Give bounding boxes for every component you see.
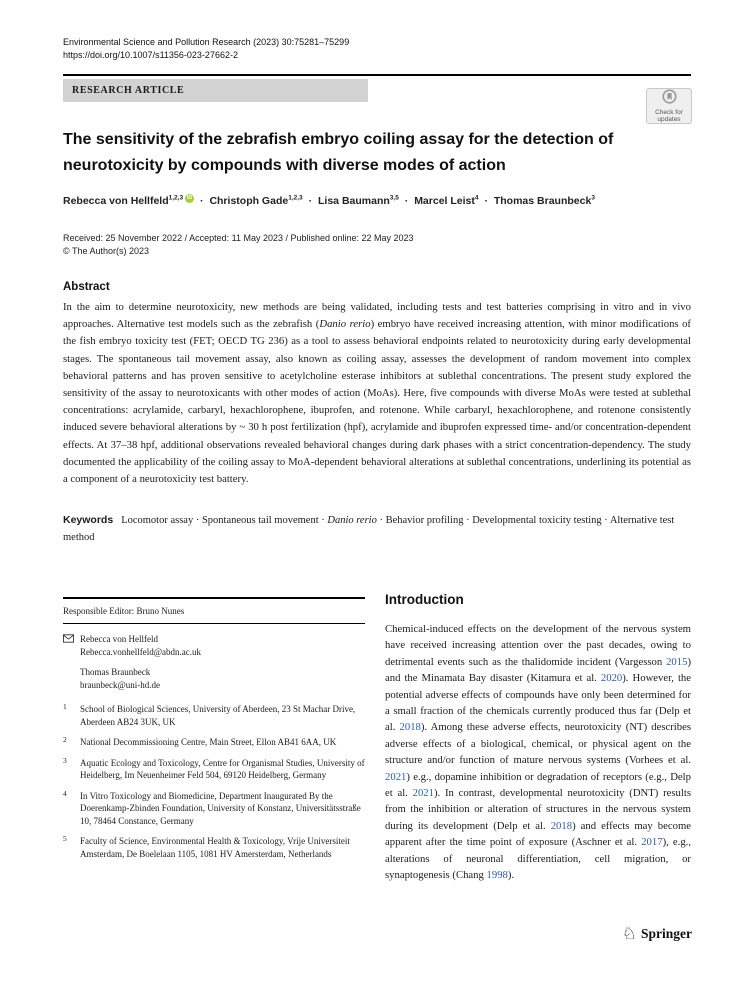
author-separator: · <box>308 194 313 207</box>
author-affil-sup: 1,2,3 <box>288 194 303 201</box>
affiliation-number: 4 <box>63 788 67 798</box>
article-type-label: RESEARCH ARTICLE <box>72 85 185 96</box>
author-line <box>63 194 691 207</box>
check-updates-line2: updates <box>657 116 681 123</box>
affiliation-text: Aquatic Ecology and Toxicology, Centre for Organismal Studies, University of Heidelberg, Im Neuenheimer Feld 504, 69120 Heidelberg, Germany <box>80 757 365 780</box>
author <box>494 195 595 207</box>
author <box>414 195 478 207</box>
citation-link[interactable]: 1998 <box>486 869 508 882</box>
affiliation <box>63 835 365 860</box>
affiliation-text: School of Biological Sciences, University of Aberdeen, 23 St Machar Drive, Aberdeen AB24 3UK, UK <box>80 704 356 727</box>
received-accepted-line: Received: 25 November 2022 / Accepted: 11 May 2023 / Published online: 22 May 2023 <box>63 233 414 243</box>
footnote-divider-bottom <box>63 623 365 624</box>
text-run: ) and the Minamata Bay disaster (Kitamura et al. <box>385 655 691 685</box>
abstract-heading: Abstract <box>63 281 110 293</box>
correspondence-block <box>63 633 365 691</box>
check-for-updates-badge[interactable] <box>646 88 692 124</box>
author-name: Rebecca von Hellfeld <box>63 194 169 207</box>
copyright-line: © The Author(s) 2023 <box>63 246 150 256</box>
envelope-icon <box>63 633 80 658</box>
author-affil-sup: 1,2,3 <box>168 194 184 201</box>
check-updates-text <box>655 109 683 123</box>
affiliations-list <box>63 703 365 860</box>
affiliation-text: National Decommissioning Centre, Main Street, Ellon AB41 6AA, UK <box>80 737 337 747</box>
text-run: · Behavior profiling · Developmental toxicity testing · Alternative test method <box>63 515 675 543</box>
correspondence-details <box>80 666 160 691</box>
author-name: Lisa Baumann <box>318 194 390 207</box>
text-run: In the aim to determine neurotoxicity, new methods are being validated, including tests and test batteries comprising in vitro and in vivo approaches. Alternative test models such as the zebrafish ( <box>63 301 691 331</box>
affiliation-text: In Vitro Toxicology and Biomedicine, Department Inaugurated By the Doerenkamp-Zbinden Foundation, University of Konstanz, Universitätsstraße 10, 78464 Constance, Germany <box>80 790 361 826</box>
italic-text: Danio rerio <box>319 318 371 331</box>
text-run: ) and effects may become apparent after the time point of exposure (Aschner et al. <box>385 819 691 849</box>
author-affil-sup: 4 <box>474 194 479 201</box>
text-run: ). In contrast, developmental neurotoxicity (DNT) results from the inhibition or alteration of structures in the nervous system during its development (Delp et al. <box>385 787 691 832</box>
correspondence-entry <box>63 633 365 658</box>
author <box>318 195 399 207</box>
author-separator: · <box>200 194 204 207</box>
correspondence-name: Rebecca von Hellfeld <box>80 634 158 644</box>
citation-link[interactable]: 2018 <box>550 819 573 832</box>
text-run: ). However, the potential adverse effects of compounds have only been determined for a small fraction of the chemicals currently produced thus far (Delp et al. <box>385 672 691 734</box>
author-affil-sup: 3,5 <box>389 194 399 201</box>
affiliation-number: 5 <box>63 834 67 843</box>
author-name: Christoph Gade <box>209 194 289 207</box>
citation-link[interactable]: 2020 <box>600 672 623 685</box>
header-divider <box>63 74 691 76</box>
two-column-area <box>63 592 691 884</box>
text-run: Locomotor assay · Spontaneous tail movement · <box>121 515 328 526</box>
doi-link[interactable]: https://doi.org/10.1007/s11356-023-27662-2 <box>63 50 238 60</box>
check-updates-line1: Check for <box>655 109 683 116</box>
text-run: ). <box>507 869 515 882</box>
text-run: ). Among these adverse effects, neurotoxicity (NT) describes adverse effects of a biological, chemical, or physical agent on the structure and/or function of mature nervous systems (Vorhees et al. <box>385 721 691 767</box>
springer-horse-icon: ♘ <box>621 924 637 943</box>
affiliation-number: 3 <box>63 755 67 765</box>
footnote-column <box>63 592 365 884</box>
italic-text: Danio rerio <box>327 515 377 526</box>
introduction-column <box>385 592 691 884</box>
envelope-icon-spacer <box>63 666 80 691</box>
citation-link[interactable]: 2015 <box>666 655 688 668</box>
author-affil-sup: 3 <box>591 194 595 201</box>
affiliation <box>63 757 365 782</box>
keywords-label: Keywords <box>63 514 114 526</box>
author <box>209 195 302 207</box>
author-name: Thomas Braunbeck <box>493 194 592 207</box>
author-separator: · <box>484 194 488 207</box>
journal-title-line: Environmental Science and Pollution Research (2023) 30:75281–75299 <box>63 37 350 47</box>
article-type-banner <box>63 79 368 102</box>
keywords-line <box>63 512 691 546</box>
citation-link[interactable]: 2018 <box>399 721 421 734</box>
abstract-text <box>63 299 691 488</box>
keywords-text <box>63 515 674 543</box>
affiliation <box>63 790 365 828</box>
introduction-paragraph <box>385 621 691 884</box>
responsible-editor-line: Responsible Editor: Bruno Nunes <box>63 606 185 616</box>
text-run: ) embryo have received increasing attention, with minor modifications of the fish embryo toxicity test (FET; OECD TG 236) as a tool to assess behavioral endpoints related to neurotoxicity during early developmental stages. The spontaneous tail movement assay, also known as coiling assay, assesses the development of random movement into complex behavioral patterns and has proven sensitive to acetylcholine esterase inhibitors at sublethal concentrations. The present study explored the sensitivity of the assay to neurotoxicants with other modes of action (MoAs). Here, five compounds with diverse MoAs were tested at sublethal concentrations: acrylamide, carbaryl, hexachlorophene, ibuprofen, and rotenone. While carbaryl, hexachlorophene, and rotenone consistently induced severe behavioral alterations by ~ 30 h post fertilization (hpf), acrylamide and ibuprofen expressed time- and/or concentration-dependent effects. At 37–38 hpf, additional observations revealed behavioral changes during dark phases with a strict concentration-dependency. The study documented the applicability of the coiling assay to MoA-dependent behavioral alterations at sublethal concentrations, underlining its potential as a component of a neurotoxicity test battery. <box>63 318 691 486</box>
orcid-icon[interactable]: iD <box>186 195 193 201</box>
citation-link[interactable]: 2017 <box>641 836 663 849</box>
journal-header <box>63 36 691 62</box>
affiliation <box>63 703 365 728</box>
footnote-divider-top <box>63 597 365 599</box>
citation-link[interactable]: 2021 <box>385 770 407 783</box>
affiliation-text: Faculty of Science, Environmental Health & Toxicology, Vrije Universiteit Amsterdam, De Boelelaan 1105, 1081 HV Amersterdam, Netherlands <box>80 836 350 859</box>
text-run: Chemical-induced effects on the development of the nervous system have received increasing attention over the past decades, owing to detrimental events such as the thalidomide incident (Vargesson <box>385 623 691 668</box>
check-updates-icon <box>662 89 677 109</box>
introduction-heading: Introduction <box>385 592 464 607</box>
correspondence-name: Thomas Braunbeck <box>80 667 151 677</box>
text-run: ), e.g., alterations of neuronal differentiation, cell migration, or synaptogenesis (Chang <box>385 836 692 882</box>
correspondence-details <box>80 633 201 658</box>
page-title: The sensitivity of the zebrafish embryo coiling assay for the detection of neurotoxicity by compounds with diverse modes of action <box>63 131 614 174</box>
affiliation <box>63 736 365 749</box>
correspondence-entry <box>63 666 365 691</box>
text-run: ) e.g., dopamine inhibition or degradation of receptors (e.g., Delp et al. <box>385 770 691 800</box>
citation-link[interactable]: 2021 <box>412 787 434 800</box>
affiliation-number: 1 <box>63 702 67 711</box>
author <box>63 195 194 207</box>
author-name: Marcel Leist <box>414 194 475 207</box>
publisher-name: Springer <box>640 925 692 941</box>
affiliation-number: 2 <box>63 735 67 744</box>
correspondence-email[interactable]: braunbeck@uni-hd.de <box>80 679 161 690</box>
article-dates <box>63 232 691 258</box>
springer-logo <box>622 925 692 942</box>
author-separator: · <box>404 194 409 207</box>
correspondence-email[interactable]: Rebecca.vonhellfeld@abdn.ac.uk <box>80 646 201 657</box>
